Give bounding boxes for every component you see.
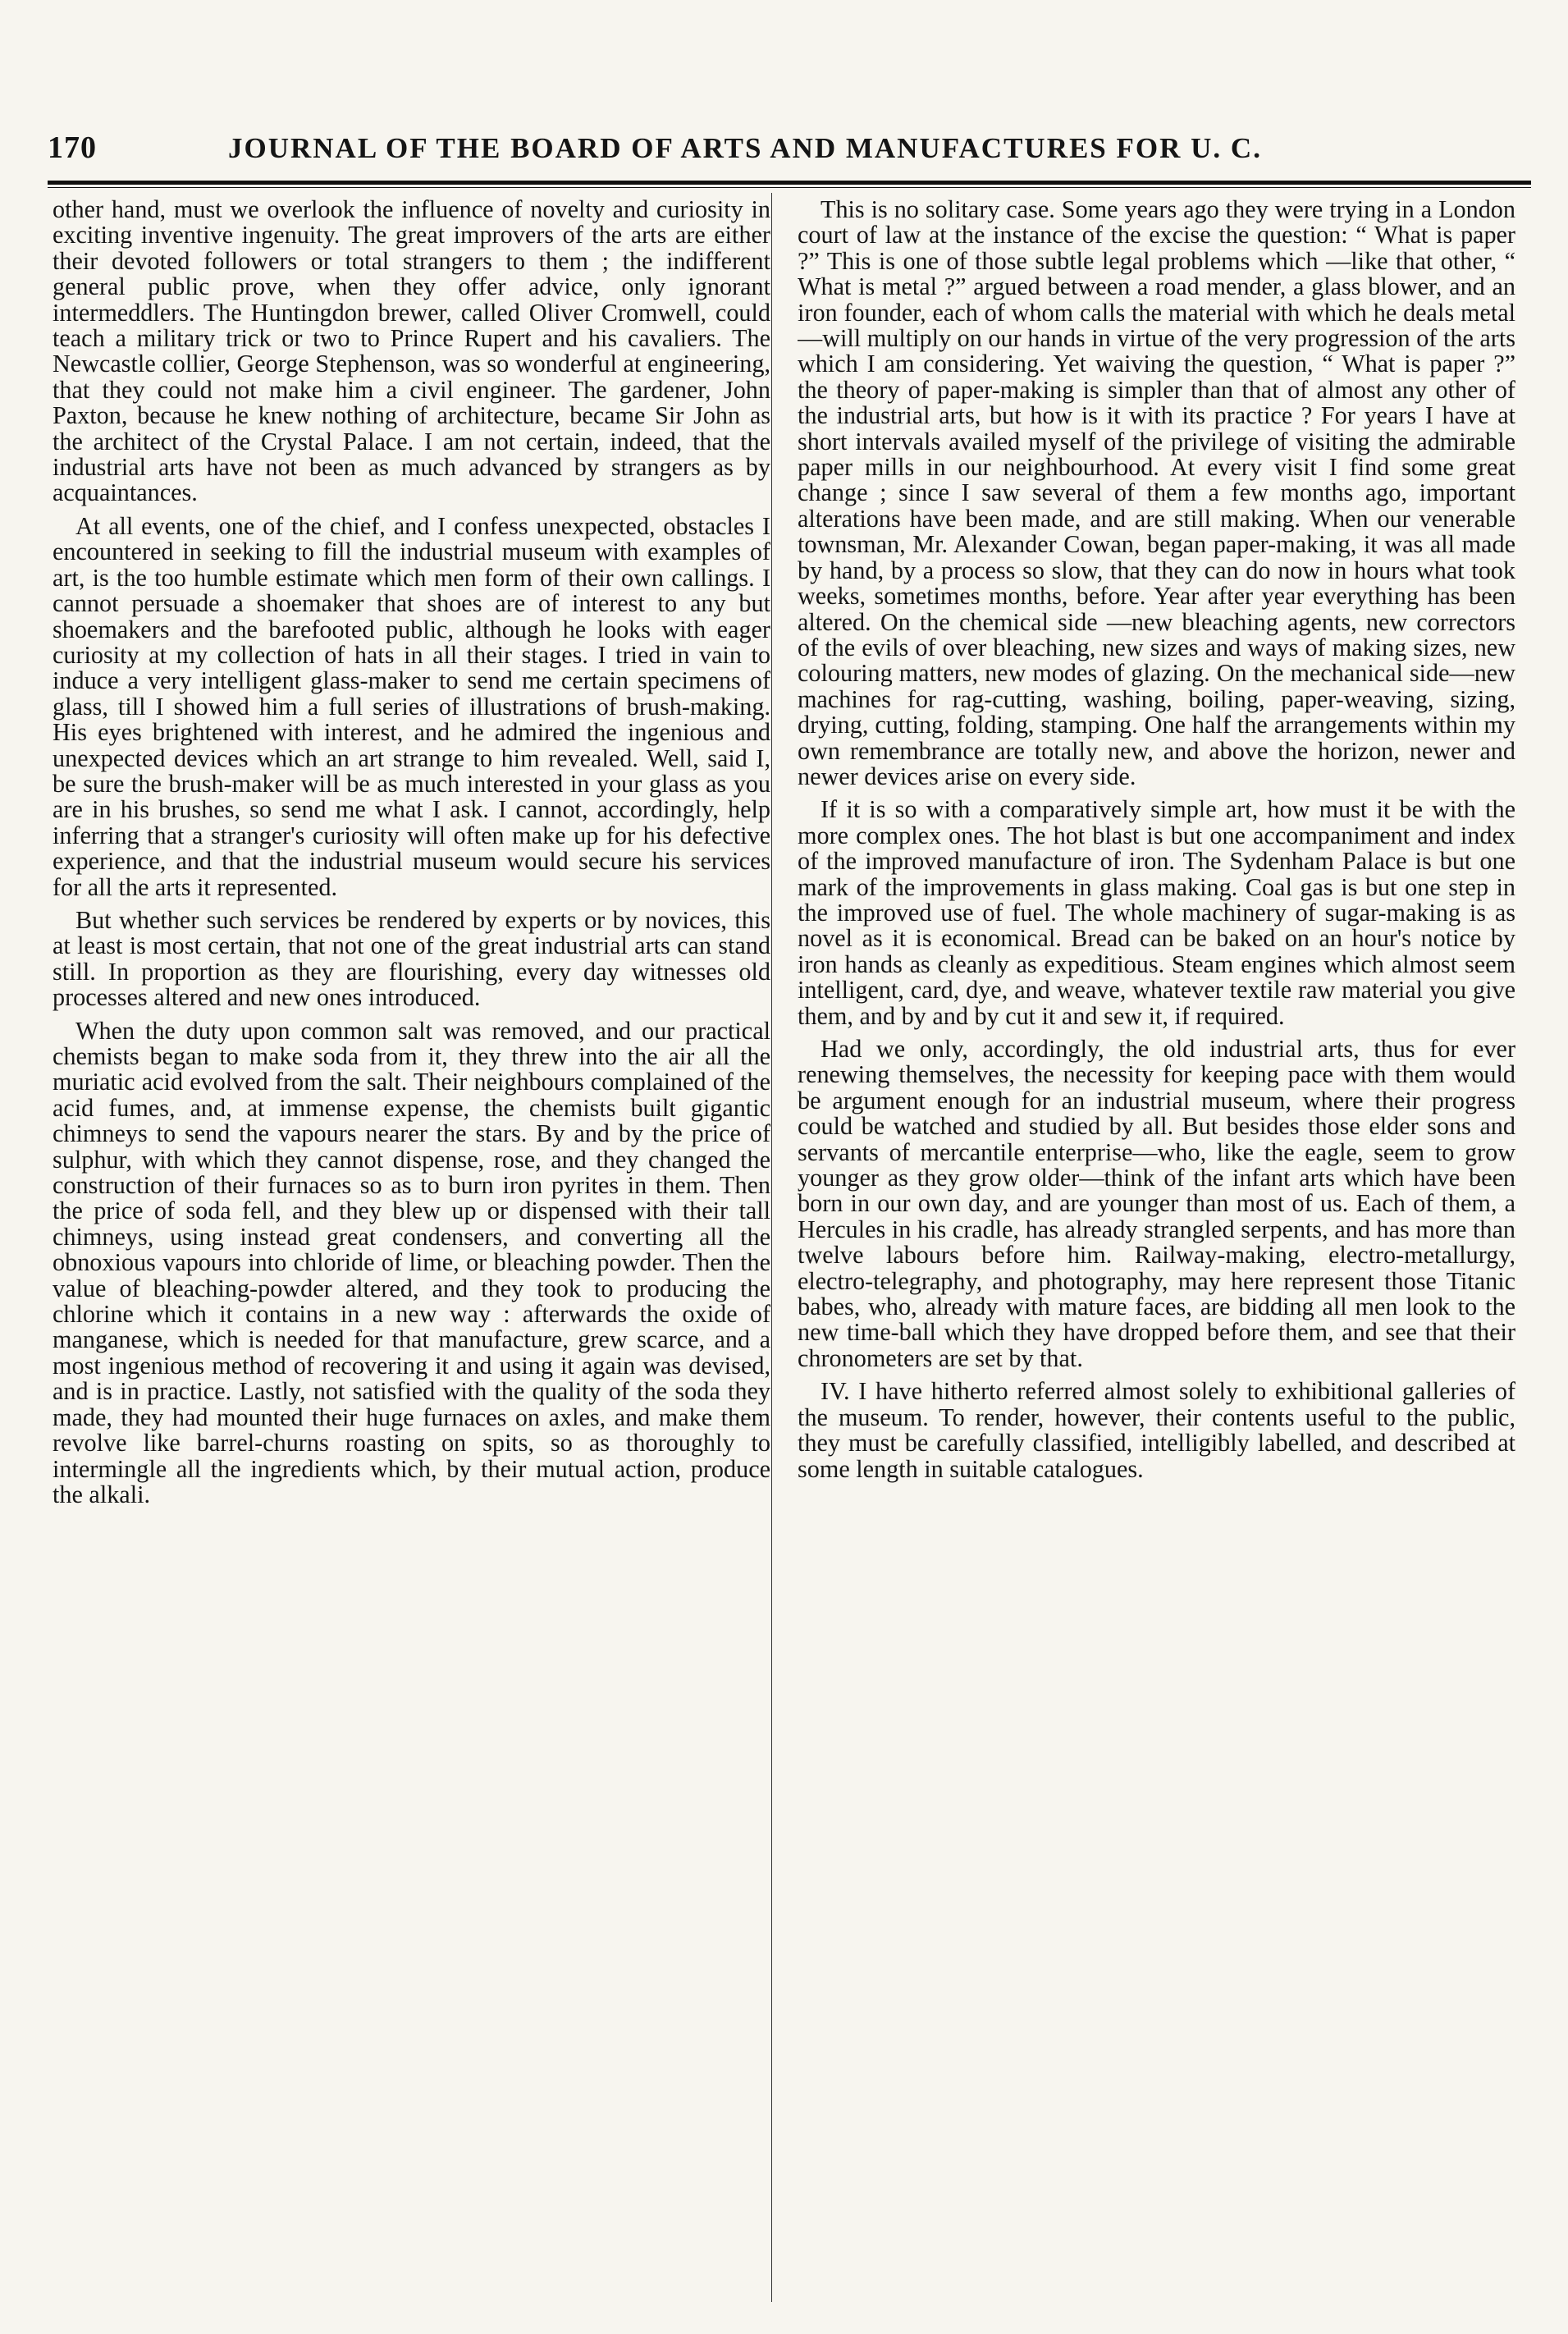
right-column [798, 197, 1515, 2314]
paragraph: At all events, one of the chief, and I confess unexpected, obstacles I encountered in seeking to fill the industrial museum with examples of art, is the too humble estimate which men form of their own callings. I cannot persuade a shoemaker that shoes are of interest to any but shoemakers and the barefooted public, although he looks with eager curiosity at my collection of hats in all their stages. I tried in vain to induce a very intelligent glass-maker to send me certain specimens of glass, till I showed him a full series of illustrations of brush-making. His eyes brightened with interest, and he admired the ingenious and unexpected devices which an art strange to him revealed. Well, said I, be sure the brush-maker will be as much interested in your glass as you are in his brushes, so send me what I ask. I cannot, accordingly, help inferring that a stranger's curiosity will often make up for his defective experience, and that the industrial museum would secure his services for all the arts it represented. [53, 511, 770, 901]
paragraph: This is no solitary case. Some years ago they were trying in a London court of law at the instance of the excise the question: “ What is paper ?” This is one of those subtle legal problems which —like that other, “ What is metal ?” argued between a road mender, a glass blower, and an iron founder, each of whom calls the material with which he deals metal—will multiply on our hands in virtue of the very progression of the arts which I am considering. Yet waiving the question, “ What is paper ?” the theory of paper-making is simpler than that of almost any other of the industrial arts, but how is it with its practice ? For years I have at short intervals availed myself of the privilege of visiting the admirable paper mills in our neighbourhood. At every visit I find some great change ; since I saw several of them a few months ago, important alterations have been made, and are still making. When our venerable townsman, Mr. Alexander Cowan, began paper-making, it was all made by hand, by a process so slow, that they can do now in hours what took weeks, sometimes months, before. Year after year everything has been altered. On the chemical side —new bleaching agents, new correctors of the evils of over bleaching, new sizes and ways of making sizes, new colouring matters, new modes of glazing. On the mechanical side—new machines for rag-cutting, washing, boiling, paper-weaving, sizing, drying, cutting, folding, stamping. One half the arrangements within my own remembrance are totally new, and above the horizon, newer and newer devices arise on every side. [798, 197, 1515, 790]
page-header [48, 130, 1533, 179]
paragraph: If it is so with a comparatively simple art, how must it be with the more complex ones. The hot blast is but one accompaniment and index of the improved manufacture of iron. The Sydenham Palace is but one mark of the improvements in glass making. Coal gas is but one step in the improved use of fuel. The whole machinery of sugar-making is as novel as it is economical. Bread can be baked on an hour's notice by iron hands as cleanly as expeditious. Steam engines which almost seem intelligent, card, dye, and weave, whatever textile raw material you give them, and by and by cut it and sew it, if required. [798, 795, 1515, 1030]
paragraph: But whether such services be rendered by experts or by novices, this at least is most certain, that not one of the great industrial arts can stand still. In proportion as they are flourishing, every day witnesses old processes altered and new ones introduced. [53, 905, 770, 1012]
paragraph: When the duty upon common salt was removed, and our practical chemists began to make soda from it, they threw into the air all the muriatic acid evolved from the salt. Their neighbours complained of the acid fumes, and, at immense expense, the chemists built gigantic chimneys to send the vapours nearer the stars. By and by the price of sulphur, with which they cannot dispense, rose, and they changed the construction of their furnaces so as to burn iron pyrites in them. Then the price of soda fell, and they blew up or dispensed with their tall chimneys, using instead great condensers, and converting all the obnoxious vapours into chloride of lime, or bleaching powder. Then the value of bleaching-powder altered, and they took to producing the chlorine which it contains in a new way : afterwards the oxide of manganese, which is needed for that manufacture, grew scarce, and a most ingenious method of recovering it and using it again was devised, and is in practice. Lastly, not satisfied with the quality of the soda they made, they had mounted their huge furnaces on axles, and make them revolve like barrel-churns roasting on spits, so as thoroughly to intermingle all the ingredients which, by their mutual action, produce the alkali. [53, 1016, 770, 1508]
page-number: 170 [48, 130, 97, 165]
running-title: JOURNAL OF THE BOARD OF ARTS AND MANUFACTURES FOR U. C. [228, 132, 1262, 164]
header-rule [48, 181, 1531, 188]
column-divider [771, 193, 772, 2302]
paragraph: Had we only, accordingly, the old industrial arts, thus for ever renewing themselves, the necessity for keeping pace with them would be argument enough for an industrial museum, where their progress could be watched and studied by all. But besides those elder sons and servants of mercantile enterprise—who, like the eagle, seem to grow younger as they grow older—think of the infant arts which have been born in our own day, and are younger than most of us. Each of them, a Hercules in his cradle, has already strangled serpents, and has more than twelve labours before him. Railway-making, electro-metallurgy, electro-telegraphy, and photography, may here represent those Titanic babes, who, already with mature faces, are bidding all men look to the new time-ball which they have dropped before them, and see that their chronometers are set by that. [798, 1035, 1515, 1372]
paragraph: other hand, must we overlook the influence of novelty and curiosity in exciting inventive ingenuity. The great improvers of the arts are either their devoted followers or total strangers to them ; the indifferent general public prove, when they offer advice, only ignorant intermeddlers. The Huntingdon brewer, called Oliver Cromwell, could teach a military trick or two to Prince Rupert and his cavaliers. The Newcastle collier, George Stephenson, was so wonderful at engineering, that they could not make him a civil engineer. The gardener, John Paxton, because he knew nothing of architecture, became Sir John as the architect of the Crystal Palace. I am not certain, indeed, that the industrial arts have not been as much advanced by strangers as by acquaintances. [53, 197, 770, 507]
left-column [53, 197, 770, 2314]
paragraph: IV. I have hitherto referred almost solely to exhibitional galleries of the museum. To render, however, their contents useful to the public, they must be carefully classified, intelligibly labelled, and described at some length in suitable catalogues. [798, 1377, 1515, 1483]
